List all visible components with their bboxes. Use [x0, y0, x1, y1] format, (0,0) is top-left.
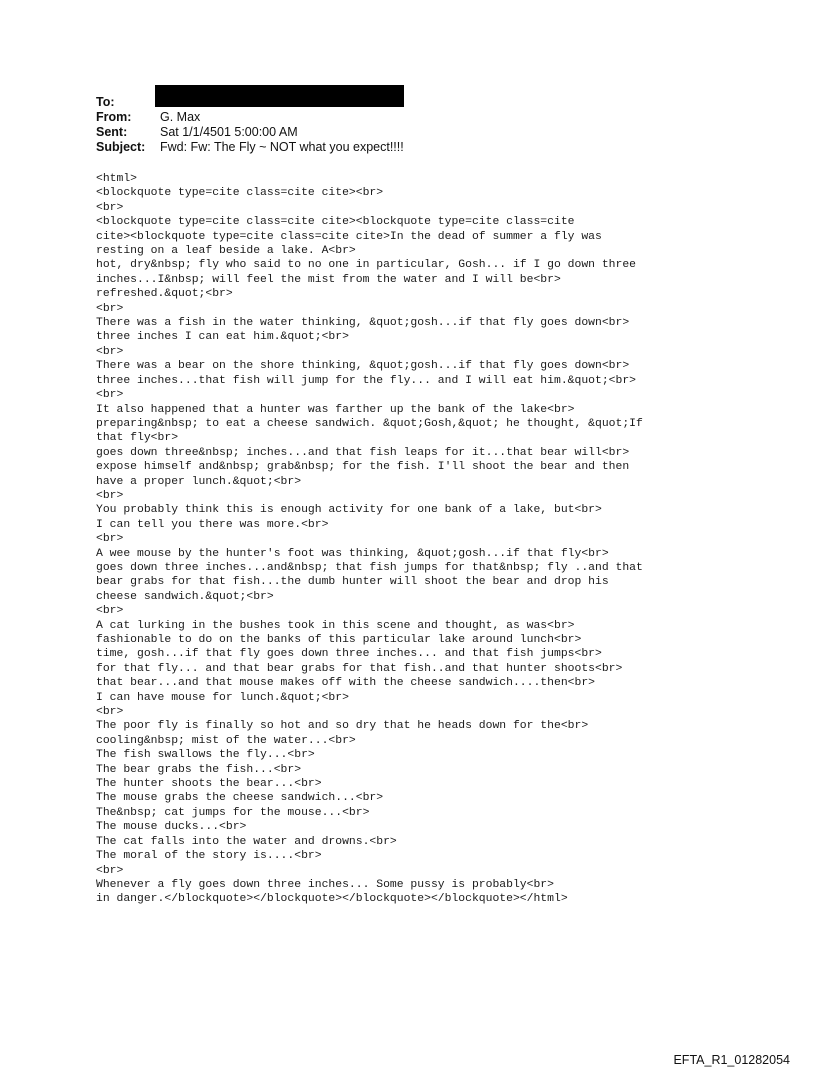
body-line: time, gosh...if that fly goes down three inches... and that fish jumps<br> — [96, 648, 602, 661]
body-line: The&nbsp; cat jumps for the mouse...<br> — [96, 806, 370, 819]
body-line: <br> — [96, 489, 124, 502]
body-line: Whenever a fly goes down three inches... Some pussy is probably<br> — [96, 878, 554, 891]
body-line: There was a fish in the water thinking, &quot;gosh...if that fly goes down<br> — [96, 317, 630, 330]
body-line: that fly<br> — [96, 432, 179, 445]
body-line: <br> — [96, 345, 124, 358]
body-line: You probably think this is enough activity for one bank of a lake, but<br> — [96, 504, 602, 517]
body-line: The cat falls into the water and drowns.<br> — [96, 835, 397, 848]
body-line: expose himself and&nbsp; grab&nbsp; for the fish. I'll shoot the bear and then — [96, 461, 630, 474]
body-line: The mouse grabs the cheese sandwich...<br> — [96, 792, 384, 805]
body-line: resting on a leaf beside a lake. A<br> — [96, 245, 356, 258]
body-line: three inches...that fish will jump for the fly... and I will eat him.&quot;<br> — [96, 374, 637, 387]
body-line: that bear...and that mouse makes off with the cheese sandwich....then<br> — [96, 677, 595, 690]
body-line: three inches I can eat him.&quot;<br> — [96, 331, 349, 344]
body-line: cite><blockquote type=cite class=cite cite>In the dead of summer a fly was — [96, 230, 602, 243]
body-line: The fish swallows the fly...<br> — [96, 749, 315, 762]
body-line: The mouse ducks...<br> — [96, 821, 247, 834]
body-line: preparing&nbsp; to eat a cheese sandwich. &quot;Gosh,&quot; he thought, &quot;If — [96, 417, 643, 430]
body-line: There was a bear on the shore thinking, &quot;gosh...if that fly goes down<br> — [96, 360, 630, 373]
body-line: goes down three inches...and&nbsp; that fish jumps for that&nbsp; fly ..and that — [96, 561, 643, 574]
subject-value: Fwd: Fw: The Fly ~ NOT what you expect!!!! — [160, 140, 404, 154]
body-line: <blockquote type=cite class=cite cite><blockquote type=cite class=cite — [96, 216, 575, 229]
body-line: bear grabs for that fish...the dumb hunter will shoot the bear and drop his — [96, 576, 609, 589]
body-line: It also happened that a hunter was farther up the bank of the lake<br> — [96, 403, 575, 416]
body-line: cooling&nbsp; mist of the water...<br> — [96, 734, 356, 747]
sent-row — [96, 125, 404, 140]
subject-label: Subject: — [96, 140, 146, 154]
body-line: I can have mouse for lunch.&quot;<br> — [96, 691, 349, 704]
body-line: cheese sandwich.&quot;<br> — [96, 590, 274, 603]
body-line: A cat lurking in the bushes took in this scene and thought, as was<br> — [96, 619, 575, 632]
body-line: <blockquote type=cite class=cite cite><br> — [96, 187, 384, 200]
sent-value: Sat 1/1/4501 5:00:00 AM — [160, 125, 298, 139]
body-line: <br> — [96, 201, 124, 214]
from-value: G. Max — [160, 110, 201, 124]
body-line: <html> — [96, 173, 138, 185]
from-label: From: — [96, 110, 132, 124]
body-line: inches...I&nbsp; will feel the mist from the water and I will be<br> — [96, 273, 561, 286]
body-line: for that fly... and that bear grabs for that fish..and that hunter shoots<br> — [96, 662, 623, 675]
subject-row — [96, 140, 404, 155]
document-id: EFTA_R1_01282054 — [673, 1053, 790, 1067]
body-line: The bear grabs the fish...<br> — [96, 763, 302, 776]
body-line: <br> — [96, 864, 124, 877]
body-line: The hunter shoots the bear...<br> — [96, 778, 322, 791]
body-line: The moral of the story is....<br> — [96, 850, 322, 863]
body-line: <br> — [96, 605, 124, 618]
body-line: hot, dry&nbsp; fly who said to no one in particular, Gosh... if I go down three — [96, 259, 637, 272]
to-label: To: — [96, 95, 115, 109]
body-line: <br> — [96, 389, 124, 402]
body-line: <br> — [96, 706, 124, 719]
body-line: fashionable to do on the banks of this particular lake around lunch<br> — [96, 634, 582, 646]
body-line: goes down three&nbsp; inches...and that fish leaps for it...that bear will<br> — [96, 446, 630, 459]
body-line: refreshed.&quot;<br> — [96, 288, 233, 301]
body-line: <br> — [96, 302, 124, 315]
body-line: I can tell you there was more.<br> — [96, 518, 329, 531]
body-line: A wee mouse by the hunter's foot was thinking, &quot;gosh...if that fly<br> — [96, 547, 609, 560]
body-line: in danger.</blockquote></blockquote></blockquote></blockquote></html> — [96, 893, 568, 906]
body-line: <br> — [96, 533, 124, 546]
body-line: have a proper lunch.&quot;<br> — [96, 475, 302, 488]
from-row — [96, 110, 404, 125]
body-line: The poor fly is finally so hot and so dry that he heads down for the<br> — [96, 720, 589, 733]
sent-label: Sent: — [96, 125, 128, 139]
email-body — [96, 172, 796, 907]
redaction-box — [155, 85, 404, 107]
